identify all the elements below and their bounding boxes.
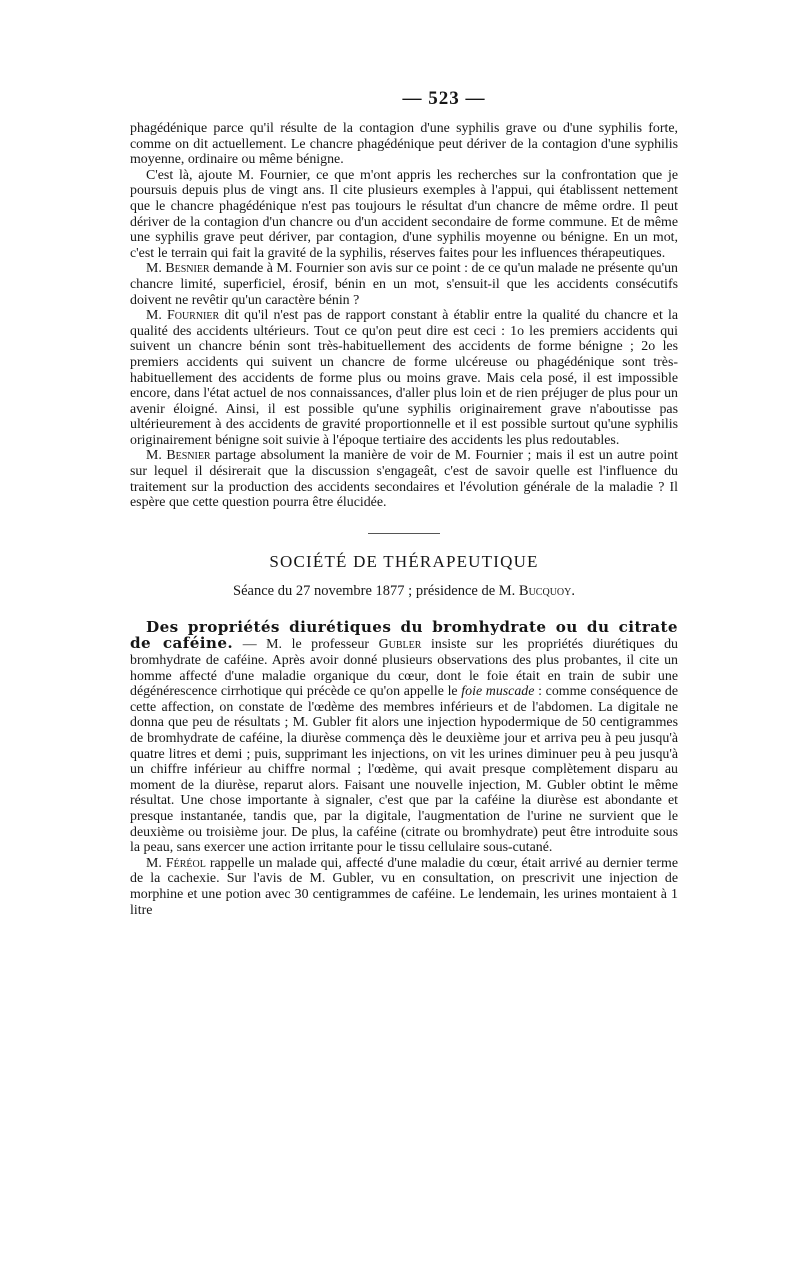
paragraph-besnier-traitement (130, 448, 678, 510)
paragraph-fournier-confrontation: C'est là, ajoute M. Fournier, ce que m'ont appris les recherches sur la confrontation que je poursuis depuis plus de vingt ans. Il cite plusieurs exemples à l'appui, qui établissent nettement que le chancre phagédénique n'est pas toujours le résultat d'un chancre de même ordre. Il peut dériver de la contagion d'un chancre ou d'un accident secondaire de forme commune. Et de même une syphilis grave peut dériver, par contagion, d'une syphilis moyenne ou bénigne. En un mot, c'est le terrain qui fait la gravité de la syphilis, réserves faites pour les influences thérapeutiques. (130, 167, 678, 261)
speaker-prefix: M. (146, 308, 167, 324)
seance-text: Séance du 27 novembre 1877 ; présidence de M. (233, 582, 519, 599)
paragraph-text: insiste sur les propriétés diurétiques du bromhydrate de caféine. Après avoir donné plusieurs observations des plus probantes, il cite un homme affecté d'une maladie organique du cœur, dont le foie était en train de subir une dégénérescence cirrhotique qui précède ce qu'on appelle le (130, 637, 678, 700)
speaker-name: Gubler (378, 637, 422, 653)
section-title: SOCIÉTÉ DE THÉRAPEUTIQUE (269, 551, 539, 571)
document-page (130, 88, 678, 918)
section-divider (368, 533, 440, 534)
president-name: Bucquoy (518, 582, 572, 599)
article-dash: — M. le professeur (233, 637, 379, 653)
speaker-prefix: M. (146, 855, 166, 871)
speaker-prefix: M. (146, 448, 167, 464)
paragraph-fournier-reply (130, 308, 678, 448)
paragraph-besnier-question (130, 261, 678, 308)
paragraph-phagedenique: phagédénique parce qu'il résulte de la contagion d'une syphilis grave ou d'une syphilis forte, comme on dit actuellement. Le chancre phagédénique peut dériver de la contagion d'une syphilis moyenne, ordinaire ou même bénigne. (130, 121, 678, 168)
speaker-name: Besnier (165, 261, 210, 277)
speaker-prefix: M. (146, 261, 166, 277)
speaker-name: Fournier (167, 308, 220, 324)
paragraph-text: dit qu'il n'est pas de rapport constant à établir entre la qualité du chancre et la qualité des accidents ultérieurs. Tout ce qu'on peut dire est ceci : 1o les premiers accidents qui suivent un chancre bénin sont très-habituellement des accidents de forme bénigne ; 2o les premiers accidents qui suivent un chancre de forme ulcéreuse ou phagédénique sont très-habituellement des accidents de forme plus ou moins grave. Mais cela posé, il est impossible encore, dans l'état actuel de nos connaissances, d'aller plus loin et de rien préjuger de plus pour un avenir éloigné. Ainsi, il est possible qu'une syphilis originairement grave n'aboutisse pas ultérieurement à des accidents de gravité proportionnelle et il est possible surtout qu'une syphilis originairement bénigne soit suivie à l'époque tertiaire des accidents les plus redoutables. (130, 308, 679, 448)
article-heading: Des propriétés diurétiques du bromhydrate ou du citrate de caféine. (130, 617, 678, 653)
speaker-name: Féréol (165, 855, 206, 871)
page-number: — 523 — (402, 88, 486, 109)
emphasis-foie-muscade: foie muscade (461, 684, 535, 700)
seance-line (130, 583, 678, 600)
paragraph-article-caffeine (130, 617, 678, 856)
paragraph-text: demande à M. Fournier son avis sur ce point : de ce qu'un malade ne présente qu'un chancre limité, superficiel, érosif, bénin en un mot, s'ensuit-il que les accidents consécutifs doivent ne revêtir qu'un caractère bénin ? (130, 261, 678, 308)
seance-end: . (571, 582, 575, 599)
paragraph-text: rappelle un malade qui, affecté d'une maladie du cœur, était arrivé au dernier terme de la cachexie. Sur l'avis de M. Gubler, vu en consultation, on prescrivit une injection de morphine et une potion avec 30 centigrammes de caféine. Le lendemain, les urines montaient à 1 litre (130, 855, 679, 918)
paragraph-text-continued: : comme conséquence de cette affection, on constate de l'œdème des membres inférieurs et de l'abdomen. La digitale ne donna que peu de résultats ; M. Gubler fit alors une injection hypodermique de 50 centigrammes de bromhydrate de caféine, la diurèse commença dès le deuxième jour et arriva peu à peu jusqu'à quatre litres et demi ; puis, supprimant les injections, on vit les urines diminuer peu à peu jusqu'à un chiffre inférieur au chiffre normal ; l'œdème, qui avait presque complètement disparu au moment de la diurèse, reparut alors. Faisant une nouvelle injection, M. Gubler obtint le même résultat. Une chose importante à signaler, c'est que par la caféine la diurèse est abondante et presque instantanée, tandis que, par la digitale, l'augmentation de l'urine ne survient que le deuxième ou troisième jour. De plus, la caféine (citrate ou bromhydrate) peut être introduite sous la peau, sans exercer une action irritante pour le tissu cellulaire sous-cutané. (130, 684, 678, 856)
paragraph-fereol (130, 856, 678, 918)
speaker-name: Besnier (166, 448, 211, 464)
paragraph-text: partage absolument la manière de voir de M. Fournier ; mais il est un autre point sur lequel il désirerait que la discussion s'engageât, c'est de savoir quelle est l'influence du traitement sur la production des accidents secondaires et l'évolution générale de la maladie ? Il espère que cette question pourra être élucidée. (130, 448, 679, 511)
